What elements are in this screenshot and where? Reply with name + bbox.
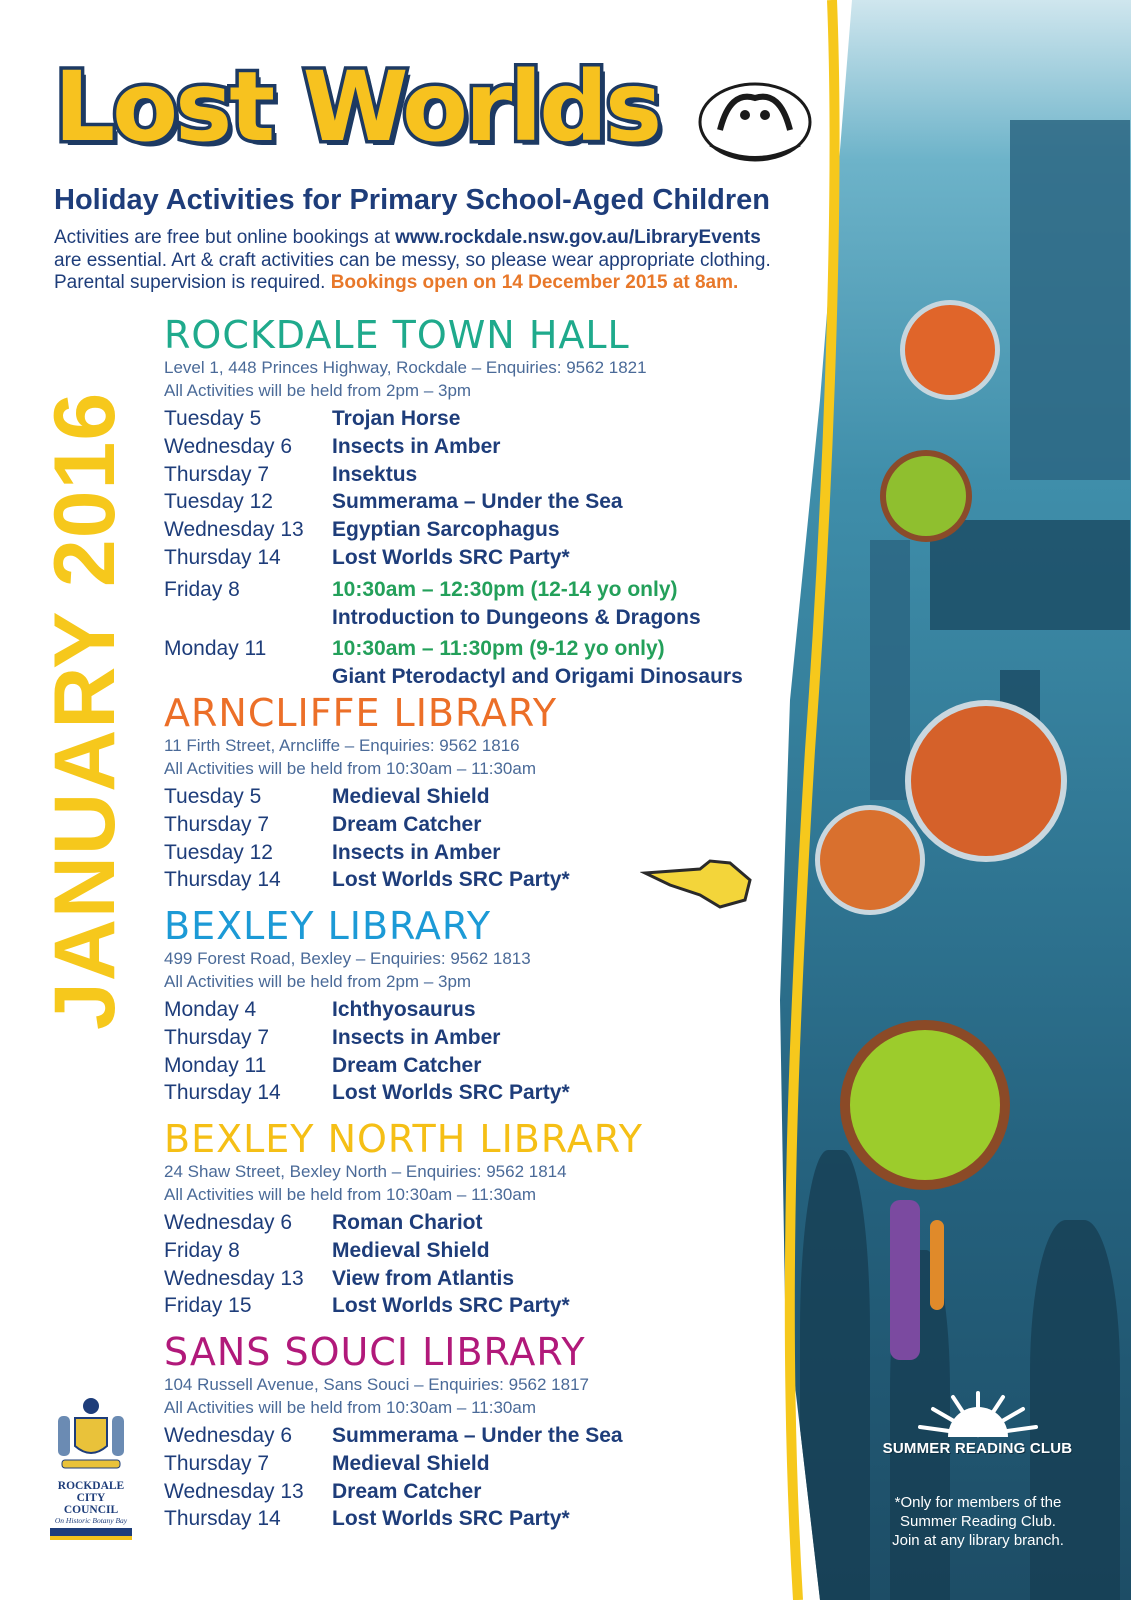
venue-address: 24 Shaw Street, Bexley North – Enquiries: 9562 1814 [164, 1162, 567, 1181]
ruin-balcony [930, 520, 1130, 630]
bookings-open-notice: Bookings open on 14 December 2015 at 8am. [330, 272, 739, 293]
venue-time: All Activities will be held from 2pm – 3pm [164, 972, 472, 991]
activity: Insects in Amber [332, 1025, 501, 1049]
intro-line: are essential. Art & craft activities can be messy, so please wear appropriate clothing. [54, 249, 771, 271]
activity: Egyptian Sarcophagus [332, 518, 560, 542]
activity [332, 576, 701, 632]
schedule-row [164, 1505, 804, 1533]
activity: Lost Worlds SRC Party* [332, 868, 570, 892]
venue-time: All Activities will be held from 10:30am – 11:30am [164, 1185, 536, 1204]
day: Thursday 14 [164, 1507, 281, 1531]
activity: Summerama – Under the Sea [332, 1424, 623, 1447]
monkey-helmet [815, 805, 925, 915]
activity: Lost Worlds SRC Party* [332, 545, 570, 569]
day: Friday 15 [164, 1294, 252, 1318]
schedule-row [164, 1237, 804, 1265]
ruin-column [870, 540, 910, 800]
propeller-icon [880, 450, 972, 542]
schedule-row [164, 839, 804, 867]
venue-time: All Activities will be held from 10:30am – 11:30am [164, 1398, 536, 1417]
ruin-tower [1010, 120, 1130, 480]
activity: Medieval Shield [332, 785, 490, 808]
intro-text-part: Activities are free but online bookings at [54, 227, 396, 248]
diver-boy-helmet [905, 700, 1067, 862]
library-events-link[interactable]: www.rockdale.nsw.gov.au/LibraryEvents [395, 227, 761, 248]
activity: Summerama – Under the Sea [332, 490, 623, 514]
day: Wednesday 6 [164, 1424, 293, 1447]
day: Wednesday 13 [164, 1479, 304, 1503]
venue-time: All Activities will be held from 10:30am – 11:30am [164, 759, 536, 778]
schedule-row [164, 635, 804, 691]
day: Wednesday 6 [164, 1211, 293, 1234]
day: Friday 8 [164, 577, 240, 601]
venue-sans-souci-library [164, 1331, 804, 1533]
intro-text [54, 227, 844, 295]
day: Thursday 14 [164, 1081, 281, 1105]
schedule-row [164, 1450, 804, 1478]
schedule-row [164, 488, 804, 516]
day: Tuesday 12 [164, 840, 273, 864]
activity: Dream Catcher [332, 1479, 482, 1503]
schedule-row [164, 1422, 804, 1450]
council-tagline: On Historic Botany Bay [54, 1516, 128, 1525]
schedule-row [164, 1079, 804, 1107]
activity: Medieval Shield [332, 1238, 490, 1262]
venue-name: ARNCLIFFE LIBRARY [164, 691, 558, 735]
venue-address: Level 1, 448 Princes Highway, Rockdale – Enquiries: 9562 1821 [164, 358, 647, 377]
activity: Roman Chariot [332, 1211, 483, 1234]
day: Thursday 7 [164, 812, 270, 836]
activity: Insects in Amber [332, 434, 501, 458]
footnote-line: Join at any library branch. [892, 1532, 1064, 1549]
schedule-row [164, 811, 804, 839]
activity: Lost Worlds SRC Party* [332, 1507, 570, 1531]
day: Wednesday 13 [164, 518, 304, 542]
activity: Insektus [332, 462, 418, 486]
schedule-row [164, 783, 804, 811]
schedule-row [164, 576, 804, 632]
activity: Lost Worlds SRC Party* [332, 1294, 570, 1318]
day: Wednesday 6 [164, 434, 293, 458]
coral [890, 1200, 920, 1360]
schedule-row [164, 1209, 804, 1237]
coral [930, 1220, 944, 1310]
day: Monday 11 [164, 637, 267, 661]
intro-text-part: Parental supervision is required. [54, 272, 331, 293]
day: Wednesday 13 [164, 1266, 304, 1290]
council-bar [50, 1528, 132, 1540]
venue-bexley-library [164, 905, 804, 1107]
summer-reading-club-label: SUMMER READING CLUB [882, 1440, 1073, 1457]
venue-name: BEXLEY LIBRARY [164, 904, 492, 948]
session-note: 10:30am – 11:30pm (9-12 yo only) [332, 637, 665, 661]
footnote [862, 1493, 1094, 1550]
venue-name: ROCKDALE TOWN HALL [164, 313, 630, 357]
intro-line [54, 272, 844, 295]
activity: Dream Catcher [332, 812, 482, 836]
day: Tuesday 5 [164, 785, 262, 808]
month-label: JANUARY 2016 [37, 391, 133, 1030]
activity-title: Introduction to Dungeons & Dragons [332, 605, 701, 629]
activity: View from Atlantis [332, 1266, 515, 1290]
lost-worlds-logo: Lost Worlds [54, 51, 660, 163]
day: Friday 8 [164, 1238, 240, 1262]
schedule-row [164, 1052, 804, 1080]
coat-of-arms-icon [50, 1388, 132, 1476]
day: Tuesday 5 [164, 407, 262, 430]
day: Thursday 7 [164, 1451, 270, 1475]
activity: Trojan Horse [332, 407, 461, 430]
intro-line [54, 227, 844, 250]
day: Thursday 7 [164, 1025, 270, 1049]
day: Monday 4 [164, 998, 257, 1021]
day: Monday 11 [164, 1053, 267, 1077]
day: Thursday 14 [164, 868, 281, 892]
rockdale-council-logo [50, 1388, 132, 1540]
schedule-row [164, 1478, 804, 1506]
venue-name: SANS SOUCI LIBRARY [164, 1330, 586, 1374]
schedule-row [164, 1265, 804, 1293]
venue-address: 499 Forest Road, Bexley – Enquiries: 9562 1813 [164, 949, 531, 968]
schedule-row [164, 996, 804, 1024]
kelp [800, 1150, 870, 1600]
venue-time: All Activities will be held from 2pm – 3pm [164, 381, 472, 400]
schedule-row [164, 405, 804, 433]
day: Thursday 7 [164, 462, 270, 486]
activity [332, 635, 743, 691]
activity: Ichthyosaurus [332, 998, 476, 1021]
page-headline: Holiday Activities for Primary School-Aged Children [54, 184, 771, 216]
venue-bexley-north-library [164, 1118, 804, 1320]
summer-reading-club-sun-icon [878, 1385, 1078, 1475]
summerama-logo-icon [690, 70, 820, 170]
schedule-row [164, 433, 804, 461]
schedule-row [164, 1024, 804, 1052]
schedule-row [164, 544, 804, 572]
schedule-row [164, 1292, 804, 1320]
activity: Insects in Amber [332, 840, 501, 864]
schedule-row [164, 461, 804, 489]
session-note: 10:30am – 12:30pm (12-14 yo only) [332, 577, 678, 601]
propeller-icon [840, 1020, 1010, 1190]
venue-address: 11 Firth Street, Arncliffe – Enquiries: 9562 1816 [164, 736, 520, 755]
activity: Dream Catcher [332, 1053, 482, 1077]
footnote-line: *Only for members of the [894, 1494, 1062, 1511]
venue-name: BEXLEY NORTH LIBRARY [164, 1117, 643, 1161]
activity-title: Giant Pterodactyl and Origami Dinosaurs [332, 665, 743, 689]
venue-rockdale-town-hall [164, 314, 804, 691]
council-name: ROCKDALE [57, 1480, 125, 1492]
activity: Lost Worlds SRC Party* [332, 1081, 570, 1105]
schedule-row [164, 516, 804, 544]
footnote-line: Summer Reading Club. [900, 1513, 1056, 1530]
venue-address: 104 Russell Avenue, Sans Souci – Enquiries: 9562 1817 [164, 1375, 589, 1394]
council-name: CITY COUNCIL [63, 1492, 119, 1516]
day: Thursday 14 [164, 545, 281, 569]
venue-arncliffe-library [164, 692, 804, 894]
diver-girl-helmet [900, 300, 1000, 400]
schedule-row [164, 866, 804, 894]
activity: Medieval Shield [332, 1451, 490, 1475]
day: Tuesday 12 [164, 490, 273, 514]
